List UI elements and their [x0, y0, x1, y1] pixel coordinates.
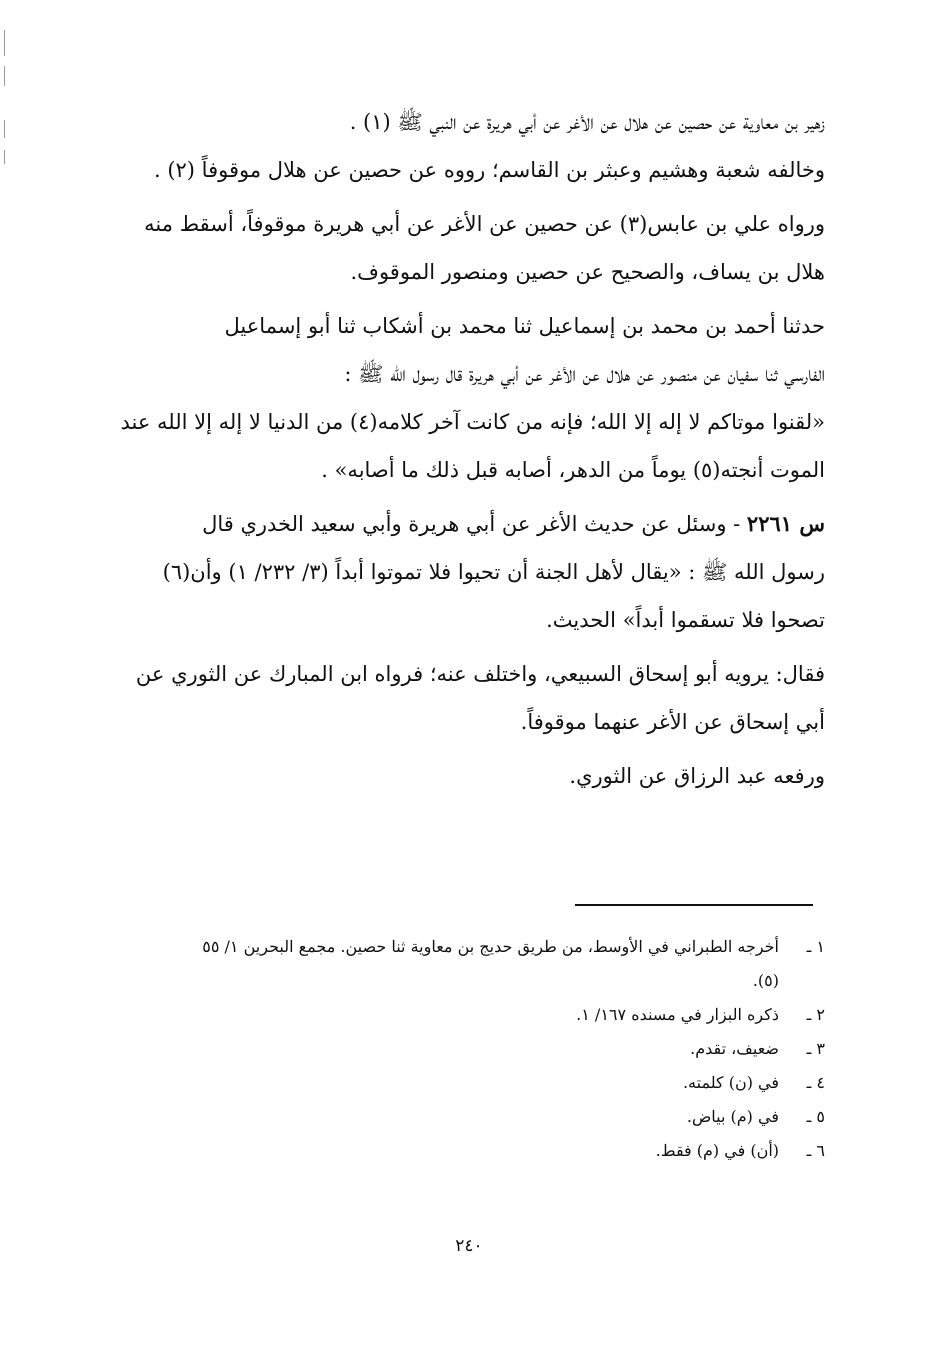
footnote-item — [110, 1032, 825, 1066]
footnote-text: في (ن) كلمته. — [682, 1073, 779, 1092]
text-line: الفارسي ثنا سفيان عن منصور عن هلال عن الأغر عن أبي هريرة قال رسول الله ﷺ : — [344, 362, 825, 386]
main-text — [110, 98, 825, 800]
paragraph-question — [110, 500, 825, 644]
text-line: رسول الله ﷺ : «يقال لأهل الجنة أن تحيوا فلا تموتوا أبداً (٣/ ٢٣٢/ ١) وأن(٦) — [162, 560, 825, 584]
footnote-item — [110, 998, 825, 1032]
paragraph-2 — [110, 200, 825, 296]
paragraph-answer — [110, 650, 825, 746]
text-line: أبي إسحاق عن الأغر عنهما موقوفاً. — [520, 710, 825, 734]
footnote-number: ١ ـ — [806, 937, 825, 956]
footnote-item — [110, 1100, 825, 1134]
text-line: - وسئل عن حديث الأغر عن أبي هريرة وأبي سعيد الخدري قال — [202, 512, 741, 536]
scan-edge-mark — [4, 150, 5, 164]
footnote-text: ذكره البزار في مسنده ١٦٧/ ١. — [576, 1005, 779, 1024]
footnote-text: ضعيف، تقدم. — [690, 1039, 779, 1058]
hadith-number: س ٢٢٦١ — [746, 511, 825, 536]
footnote-divider — [575, 904, 813, 906]
footnote-number: ٥ ـ — [806, 1107, 825, 1126]
paragraph-3 — [110, 302, 825, 494]
scan-edge-mark — [4, 66, 5, 86]
text-line: «لقنوا موتاكم لا إله إلا الله؛ فإنه من كانت آخر كلامه(٤) من الدنيا لا إله إلا الله عند — [120, 410, 825, 434]
footnote-number: ٢ ـ — [806, 1005, 825, 1024]
paragraph-last — [110, 752, 825, 800]
footnote-line: أخرجه الطبراني في الأوسط، من طريق حديج بن معاوية ثنا حصين. مجمع البحرين ١/ ٥٥ — [202, 937, 779, 956]
text-line: هلال بن يساف، والصحيح عن حصين ومنصور الموقوف. — [350, 260, 825, 284]
footnote-item — [110, 1066, 825, 1100]
paragraph-1 — [110, 98, 825, 194]
text-line: الموت أنجته(٥) يوماً من الدهر، أصابه قبل ذلك ما أصابه» . — [321, 458, 825, 482]
text-line: ورواه علي بن عابس(٣) عن حصين عن الأغر عن أبي هريرة موقوفاً، أسقط منه — [144, 212, 825, 236]
scan-edge-mark — [4, 30, 5, 56]
text-line: تصحوا فلا تسقموا أبداً» الحديث. — [546, 608, 825, 632]
text-line: وخالفه شعبة وهشيم وعبثر بن القاسم؛ رووه عن حصين عن هلال موقوفاً (٢) . — [153, 158, 825, 182]
footnote-number: ٦ ـ — [806, 1141, 825, 1160]
text-line: ورفعه عبد الرزاق عن الثوري. — [569, 764, 825, 788]
footnote-text: في (م) بياض. — [686, 1107, 779, 1126]
footnote-number: ٣ ـ — [806, 1039, 825, 1058]
footnote-line: (٥). — [752, 971, 779, 990]
text-line: حدثنا أحمد بن محمد بن إسماعيل ثنا محمد بن أشكاب ثنا أبو إسماعيل — [224, 314, 825, 338]
footnote-text: (أن) في (م) فقط. — [655, 1141, 779, 1160]
footnote-text — [110, 930, 779, 998]
text-line: فقال: يرويه أبو إسحاق السبيعي، واختلف عنه؛ فرواه ابن المبارك عن الثوري عن — [135, 662, 825, 686]
footnote-item — [110, 930, 825, 998]
page-number: ٢٤٠ — [455, 1236, 483, 1256]
scan-edge-mark — [4, 120, 5, 138]
footnote-item — [110, 1134, 825, 1168]
footnotes — [110, 930, 825, 1168]
text-line: زهير بن معاوية عن حصين عن هلال عن الأغر عن أبي هريرة عن النبي ﷺ (١) . — [349, 110, 825, 134]
footnote-number: ٤ ـ — [806, 1073, 825, 1092]
